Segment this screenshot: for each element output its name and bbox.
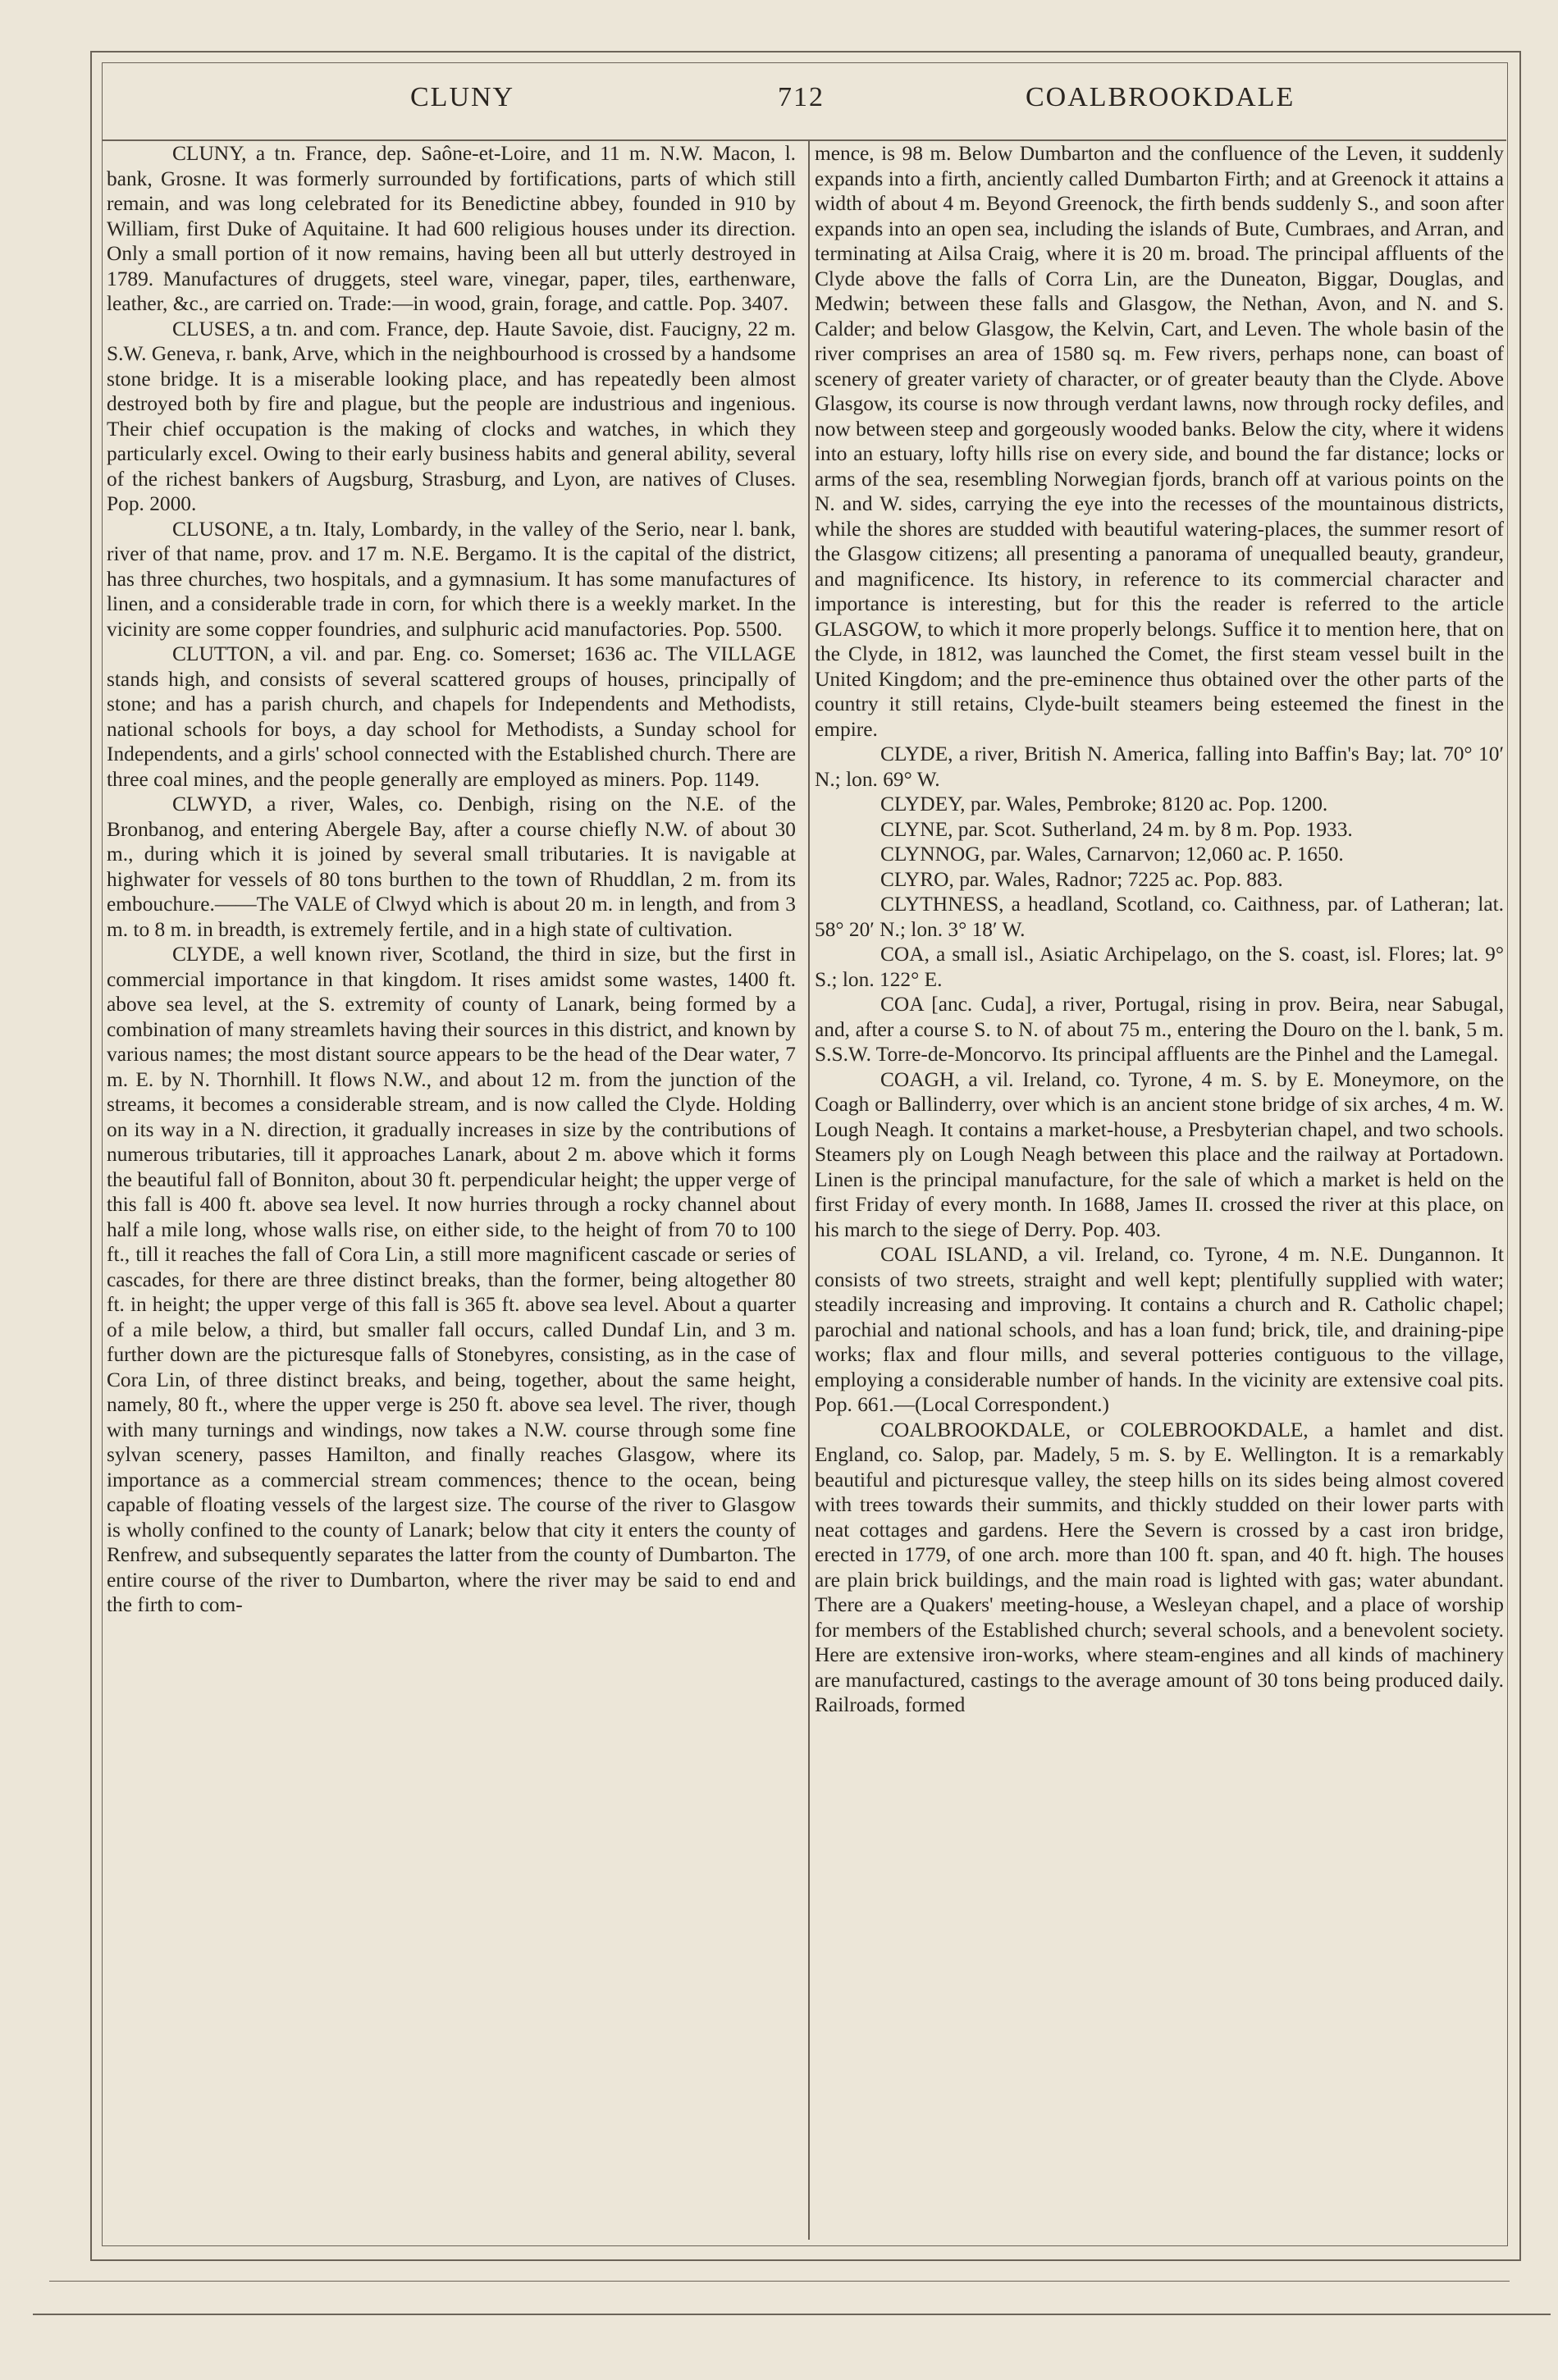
running-header [107,82,1501,131]
entry-clyde-continued: mence, is 98 m. Below Dumbarton and the confluence of the Leven, it suddenly expands into a firth, anciently called Dumbarton Firth; and at Greenock it attains a width of about 4 m. Beyond Greenock, the firth bends suddenly S., and soon after expands into an open sea, including the islands of Bute, Cumbraes, and Arran, and terminating at Ailsa Craig, where it is 20 m. broad. The principal affluents of the Clyde above the falls of Corra Lin, are the Duneaton, Biggar, Douglas, and Medwin; between these falls and Glasgow, the Nethan, Avon, and N. and S. Calder; and below Glasgow, the Kelvin, Cart, and Leven. The whole basin of the river comprises an area of 1580 sq. m. Few rivers, perhaps none, can boast of scenery of greater variety of character, or of greater beauty than the Clyde. Above Glasgow, its course is now through verdant lawns, now through rocky defiles, and now between steep and gorgeously wooded banks. Below the city, where it widens into an estuary, lofty hills rise on every side, and bound the far distance; locks or arms of the sea, resembling Norwegian fjords, branch off at various points on the N. and W. sides, carrying the eye into the recesses of the mountainous districts, while the shores are studded with beautiful watering-places, the summer resort of the Glasgow citizens; all presenting a panorama of unequalled beauty, grandeur, and magnificence. Its history, in reference to its commercial character and importance is interesting, but for this the reader is referred to the article GLASGOW, to which it more properly belongs. Suffice it to mention here, that on the Clyde, in 1812, was launched the Comet, the first steam vessel built in the United Kingdom; and the pre-eminence thus obtained over the other parts of the country it still retains, Clyde-built steamers being esteemed the finest in the empire. [815,142,1504,741]
entry-coal-island: COAL ISLAND, a vil. Ireland, co. Tyrone, 4 m. N.E. Dungannon. It consists of two streets, straight and well kept; plentifully supplied with water; steadily increasing and improving. It contains a church and R. Catholic chapel; parochial and national schools, and has a loan fund; brick, tile, and draining-pipe works; flax and flour mills, and several potteries contiguous to the village, employing a considerable number of hands. In the vicinity are extensive coal pits. Pop. 661.—(Local Correspondent.) [815,1243,1504,1416]
entry-clynnog: CLYNNOG, par. Wales, Carnarvon; 12,060 ac. P. 1650. [880,843,1344,866]
entry-clyne: CLYNE, par. Scot. Sutherland, 24 m. by 8 m. Pop. 1933. [880,817,1353,841]
page-number: 712 [778,82,825,112]
header-left-word: CLUNY [410,82,515,112]
entry-clwyd: CLWYD, a river, Wales, co. Denbigh, rising on the N.E. of the Bronbanog, and entering Abergele Bay, after a course chiefly N.W. of about 30 m., during which it is joined by several small tributaries. It is navigable at highwater for vessels of 80 tons burthen to the town of Rhuddlan, 2 m. from its embouchure.——The VALE of Clwyd which is about 20 m. in length, and from 3 m. to 8 m. in breadth, is extremely fertile, and in a high state of cultivation. [107,793,796,941]
entry-clutton: CLUTTON, a vil. and par. Eng. co. Somerset; 1636 ac. The VILLAGE stands high, and consists of several scattered groups of houses, principally of stone; and has a parish church, and chapels for Independents and Methodists, national schools for boys, a day school for Methodists, a Sunday school for Independents, and a girls' school connected with the Established church. There are three coal mines, and the people generally are employed as miners. Pop. 1149. [107,642,796,791]
left-column [107,141,796,1618]
right-column [815,141,1504,1718]
column-divider [808,139,810,2240]
entry-clyro: CLYRO, par. Wales, Radnor; 7225 ac. Pop. 883. [880,867,1283,891]
entry-coagh: COAGH, a vil. Ireland, co. Tyrone, 4 m. S. by E. Moneymore, on the Coagh or Ballinderry, over which is an ancient stone bridge of six arches, 4 m. W. Lough Neagh. It contains a market-house, a Presbyterian chapel, and two schools. Steamers ply on Lough Neagh between this place and the railway at Portadown. Linen is the principal manufacture, for the sale of which a market is held on the first Friday of every month. In 1688, James II. crossed the river at this place, on his march to the siege of Derry. Pop. 403. [815,1067,1504,1241]
entry-clyde-america: CLYDE, a river, British N. America, falling into Baffin's Bay; lat. 70° 10′ N.; lon. 69° W. [815,742,1504,791]
entry-cluses: CLUSES, a tn. and com. France, dep. Haute Savoie, dist. Faucigny, 22 m. S.W. Geneva, r. bank, Arve, which in the neighbourhood is crossed by a handsome stone bridge. It is a miserable looking place, and has repeatedly been almost destroyed both by fire and plague, but the people are industrious and ingenious. Their chief occupation is the making of clocks and watches, in which they particularly excel. Owing to their early business habits and general ability, several of the richest bankers of Augsburg, Strasburg, and Lyon, are natives of Cluses. Pop. 2000. [107,317,796,515]
header-right-word: COALBROOKDALE [1026,82,1295,112]
bottom-rule-outer [33,2314,1551,2315]
entry-coalbrookdale: COALBROOKDALE, or COLEBROOKDALE, a hamlet and dist. England, co. Salop, par. Madely, 5 m. S. by E. Wellington. It is a remarkably beautiful and picturesque valley, the steep hills on its sides being almost covered with trees towards their summits, and thickly studded on their lower parts with neat cottages and gardens. Here the Severn is crossed by a cast iron bridge, erected in 1779, of one arch. more than 100 ft. span, and 40 ft. high. The houses are plain brick buildings, and the main road is lighted with gas; water abundant. There are a Quakers' meeting-house, a Wesleyan chapel, and a place of worship for members of the Established church; several schools, and a benevolent society. Here are extensive iron-works, where steam-engines and all kinds of machinery are manufactured, castings to the average amount of 30 tons being produced daily. Railroads, formed [815,1418,1504,1716]
entry-coa-isl: COA, a small isl., Asiatic Archipelago, on the S. coast, isl. Flores; lat. 9° S.; lon. 122° E. [815,943,1504,991]
entry-coa-river: COA [anc. Cuda], a river, Portugal, rising in prov. Beira, near Sabugal, and, after a course S. to N. of about 75 m., entering the Douro on the l. bank, 5 m. S.S.W. Torre-de-Moncorvo. Its principal affluents are the Pinhel and the Lamegal. [815,993,1504,1066]
entry-cluny: CLUNY, a tn. France, dep. Saône-et-Loire, and 11 m. N.W. Macon, l. bank, Grosne. It was formerly surrounded by fortifications, parts of which still remain, and was long celebrated for its Benedictine abbey, founded in 910 by William, first Duke of Aquitaine. It had 600 religious houses under its direction. Only a small portion of it now remains, having been all but utterly destroyed in 1789. Manufactures of druggets, steel ware, vinegar, paper, tiles, earthenware, leather, &c., are carried on. Trade:—in wood, grain, forage, and cattle. Pop. 3407. [107,142,796,315]
entry-clythness: CLYTHNESS, a headland, Scotland, co. Caithness, par. of Latheran; lat. 58° 20′ N.; lon. 3° 18′ W. [815,893,1504,941]
entry-clusone: CLUSONE, a tn. Italy, Lombardy, in the valley of the Serio, near l. bank, river of that name, prov. and 17 m. N.E. Bergamo. It is the capital of the district, has three churches, two hospitals, and a gymnasium. It has some manufactures of linen, and a considerable trade in corn, for which there is a weekly market. In the vicinity are some copper foundries, and sulphuric acid manufactories. Pop. 5500. [107,517,796,641]
entry-clydey: CLYDEY, par. Wales, Pembroke; 8120 ac. Pop. 1200. [880,793,1328,815]
entry-clyde-scotland: CLYDE, a well known river, Scotland, the third in size, but the first in commercial importance in that kingdom. It rises amidst some wastes, 1400 ft. above sea level, at the S. extremity of county of Lanark, being formed by a combination of many streamlets having their sources in this district, and known by various names; the most distant source appears to be the head of the Dear water, 7 m. E. by N. Thornhill. It flows N.W., and about 12 m. from the junction of the streams, it becomes a considerable stream, and is now called the Clyde. Holding on its way in a N. direction, it gradually increases in size by the contributions of numerous tributaries, till it approaches Lanark, about 2 m. above which it forms the beautiful fall of Bonniton, about 30 ft. perpendicular height; the upper verge of this fall is 400 ft. above sea level. It now hurries through a rocky channel about half a mile long, whose walls rise, on either side, to the height of from 70 to 100 ft., till it reaches the fall of Cora Lin, a still more magnificent cascade or series of cascades, for there are three distinct breaks, than the former, being altogether 80 ft. in height; the upper verge of this fall is 365 ft. above sea level. About a quarter of a mile below, a third, but smaller fall occurs, called Dundaf Lin, and 3 m. further down are the picturesque falls of Stonebyres, consisting, as in the case of Cora Lin, of three distinct breaks, and being, together, about the same height, namely, 80 ft., where the upper verge is 250 ft. above sea level. The river, though with many turnings and windings, now takes a N.W. course through some fine sylvan scenery, passes Hamilton, and finally reaches Glasgow, where its importance as a commercial stream commences; thence to the ocean, being capable of floating vessels of the largest size. The course of the river to Glasgow is wholly confined to the county of Lanark; below that city it enters the county of Renfrew, and subsequently separates the latter from the county of Dumbarton. The entire course of the river to Dumbarton, where the river may be said to end and the firth to com- [107,943,796,1616]
bottom-rule [49,2281,1510,2282]
